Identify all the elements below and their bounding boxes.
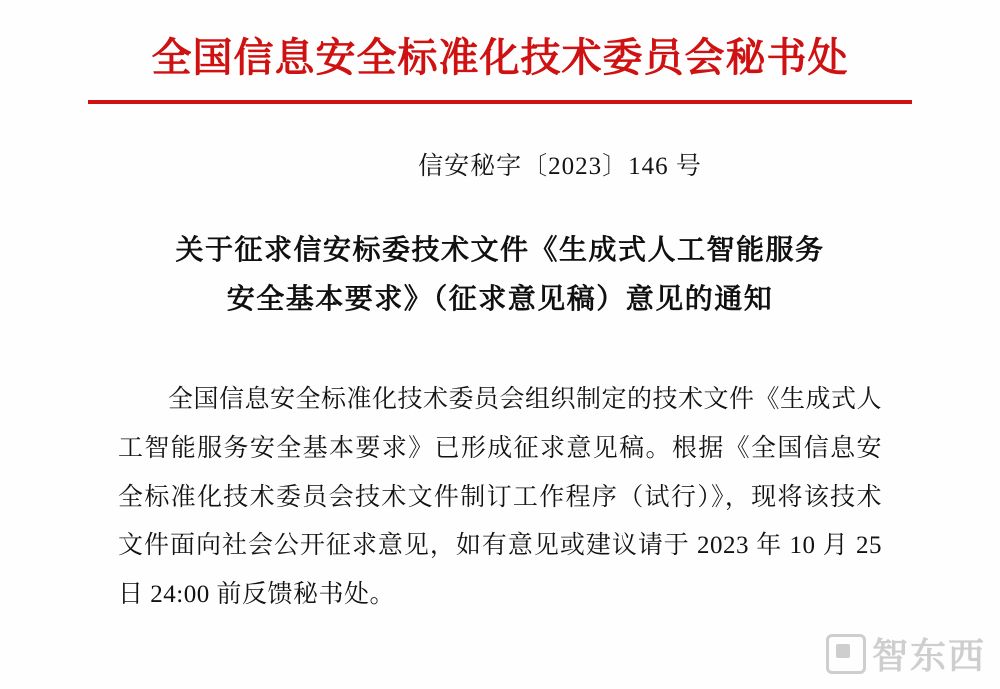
document-title — [0, 226, 1000, 324]
document-body — [0, 376, 1000, 620]
document-title-line-2: 安全基本要求》（征求意见稿）意见的通知 — [226, 284, 774, 315]
document-title-line-1: 关于征求信安标委技术文件《生成式人工智能服务 — [175, 235, 825, 266]
letterhead — [0, 0, 1000, 104]
document-number: 信安秘字〔2023〕146 号 — [418, 153, 702, 180]
logo-mark-icon — [826, 634, 866, 674]
watermark-text: 智东西 — [871, 636, 986, 677]
letterhead-title: 全国信息安全标准化技术委员会秘书处 — [151, 34, 849, 81]
watermark — [826, 628, 986, 679]
letterhead-divider — [88, 100, 912, 104]
body-paragraph: 全国信息安全标准化技术委员会组织制定的技术文件《生成式人工智能服务安全基本要求》已形成征求意见稿。根据《全国信息安全标准化技术委员会技术文件制订工作程序（试行）》，现将该技术文件面向社会公开征求意见，如有意见或建议请于 2023 年 10 月 25 日 24:00 前反馈秘书处。 — [118, 386, 883, 608]
